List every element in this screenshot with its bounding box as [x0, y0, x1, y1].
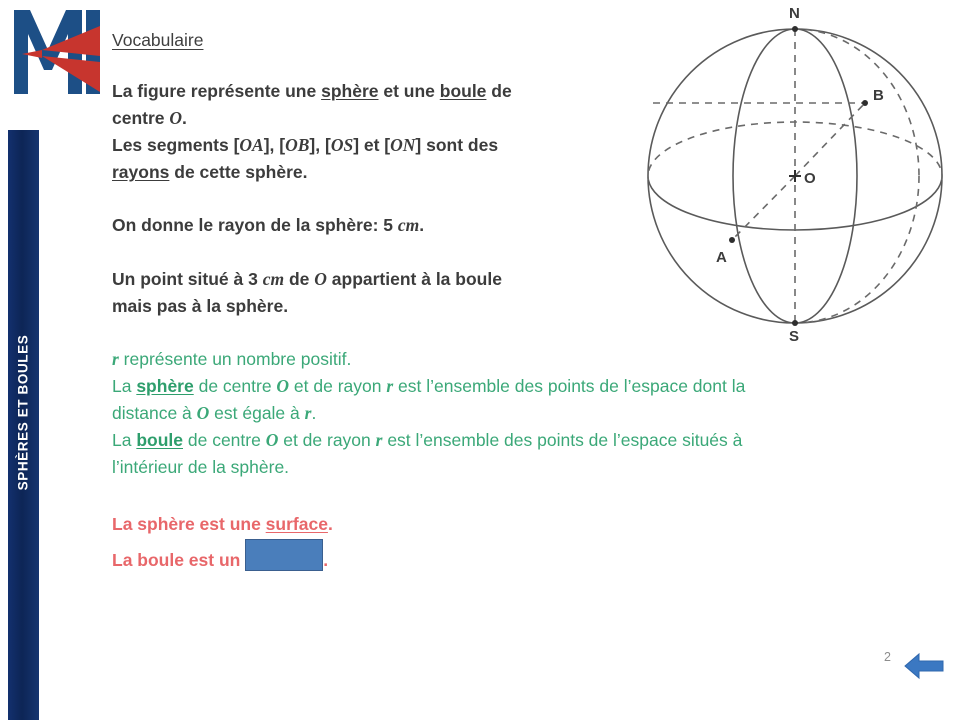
point-s-dot: [792, 320, 798, 326]
label-b: B: [873, 87, 884, 104]
text-line: mais pas à la sphère.: [112, 295, 289, 316]
sidebar-chapter-band: [8, 130, 39, 720]
text-line: distance à O est égale à r.: [112, 403, 317, 423]
text-line: centre O.: [112, 108, 187, 128]
text-line: l’intérieur de la sphère.: [112, 457, 290, 478]
text-line: On donne le rayon de la sphère: 5 cm.: [112, 215, 425, 236]
paragraph-formal-definitions: [112, 346, 912, 482]
paragraph-conclusion: [112, 511, 912, 573]
label-o: O: [804, 170, 816, 187]
text-line: La sphère de centre O et de rayon r est l’ensemble des points de l’espace dont la: [112, 375, 746, 396]
mathematiques-logo: [8, 6, 106, 98]
spacer: [112, 481, 912, 511]
text-line: Les segments [OA], [OB], [OS] et [ON] sont des: [112, 135, 499, 156]
text-line: La figure représente une sphère et une boule de: [112, 80, 512, 101]
page-number: 2: [884, 650, 891, 664]
label-n: N: [789, 5, 800, 22]
back-arrow-button[interactable]: [903, 650, 947, 682]
text-line: La boule est un .: [112, 539, 912, 574]
point-b-dot: [862, 100, 868, 106]
text-line: La sphère est une surface.: [112, 514, 333, 535]
point-n-dot: [792, 26, 798, 32]
label-s: S: [789, 328, 800, 345]
text-line: La boule de centre O et de rayon r est l’ensemble des points de l’espace situés à: [112, 430, 743, 451]
text-line: rayons de cette sphère.: [112, 162, 308, 183]
sphere-diagram: [640, 0, 960, 345]
page-title: Vocabulaire: [112, 30, 204, 50]
text-line: Un point situé à 3 cm de O appartient à la boule: [112, 268, 502, 289]
sidebar-chapter-title: SPHÈRES ET BOULES: [15, 334, 31, 491]
point-a-dot: [729, 237, 735, 243]
label-a: A: [716, 249, 727, 266]
left-arrow-icon: [905, 654, 943, 678]
text-line: r représente un nombre positif.: [112, 348, 352, 369]
hidden-answer-box[interactable]: [245, 539, 323, 571]
